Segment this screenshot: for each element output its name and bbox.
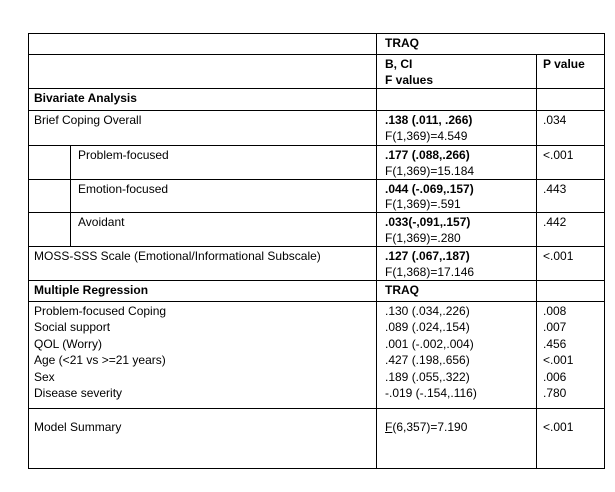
section-bivariate: Bivariate Analysis <box>34 91 137 105</box>
rule <box>70 145 71 246</box>
row-b-ci: -.019 (-.154,.116) <box>385 386 477 400</box>
row-b-ci: .130 (.034,.226) <box>385 304 470 318</box>
row-p: .034 <box>543 113 567 127</box>
model-summary-f <box>385 419 467 435</box>
rule <box>28 212 605 213</box>
row-label: Problem-focused Coping <box>34 304 167 318</box>
header-f-values: F values <box>385 73 434 87</box>
row-f: F(1,369)=.280 <box>385 231 461 245</box>
results-table <box>28 33 605 469</box>
row-p: .456 <box>543 337 567 351</box>
row-b-ci: .177 (.088,.266) <box>385 148 470 162</box>
row-p: .443 <box>543 182 567 196</box>
row-b-ci: .089 (.024,.154) <box>385 320 470 334</box>
row-p: .442 <box>543 215 567 229</box>
header-traq: TRAQ <box>385 36 419 50</box>
row-label: Problem-focused <box>78 148 169 162</box>
rule <box>28 33 29 469</box>
row-p: <.001 <box>543 148 574 162</box>
rule <box>28 246 605 247</box>
rule <box>536 110 537 469</box>
header-p-value: P value <box>543 57 585 71</box>
row-p: <.001 <box>543 249 574 263</box>
rule <box>28 110 605 111</box>
row-p: .006 <box>543 370 567 384</box>
model-summary-p: <.001 <box>543 420 574 434</box>
row-label: Social support <box>34 320 111 334</box>
row-p: .008 <box>543 304 567 318</box>
row-p: .007 <box>543 320 567 334</box>
rule <box>28 88 605 89</box>
row-label: MOSS-SSS Scale (Emotional/Informational Subscale) <box>34 249 321 263</box>
row-b-ci: .189 (.055,.322) <box>385 370 470 384</box>
rule <box>28 408 605 409</box>
row-p: .780 <box>543 386 567 400</box>
row-b-ci: .138 (.011, .266) <box>385 113 473 127</box>
row-b-ci: .001 (-.002,.004) <box>385 337 474 351</box>
row-label: Avoidant <box>78 215 125 229</box>
row-label: QOL (Worry) <box>34 337 102 351</box>
rule <box>28 468 605 469</box>
row-f: F(1,369)=4.549 <box>385 129 468 143</box>
row-b-ci: .427 (.198,.656) <box>385 353 470 367</box>
rule <box>536 54 537 110</box>
row-b-ci: .044 (-.069,.157) <box>385 182 474 196</box>
row-f: F(1,369)=15.184 <box>385 164 475 178</box>
header-b-ci: B, CI <box>385 57 413 71</box>
rule <box>28 179 605 180</box>
section-multiple-regression: Multiple Regression <box>34 283 149 297</box>
rule <box>28 280 605 281</box>
row-f: F(1,369)=.591 <box>385 197 461 211</box>
f-rest: (6,357)=7.190 <box>392 420 468 434</box>
row-label: Sex <box>34 370 55 384</box>
rule <box>28 145 605 146</box>
model-summary-label: Model Summary <box>34 420 122 434</box>
row-f: F(1,368)=17.146 <box>385 265 475 279</box>
rule <box>28 301 605 302</box>
rule <box>604 33 605 469</box>
f-prefix: F <box>385 420 393 434</box>
rule <box>376 33 377 469</box>
row-label: Age (<21 vs >=21 years) <box>34 353 166 367</box>
row-b-ci: .033(-,091,.157) <box>385 215 471 229</box>
rule <box>28 54 605 55</box>
row-label: Brief Coping Overall <box>34 113 142 127</box>
rule <box>28 33 605 34</box>
row-label: Emotion-focused <box>78 182 169 196</box>
row-label: Disease severity <box>34 386 123 400</box>
row-b-ci: .127 (.067,.187) <box>385 249 470 263</box>
row-p: <.001 <box>543 353 574 367</box>
multiple-traq: TRAQ <box>385 283 419 297</box>
